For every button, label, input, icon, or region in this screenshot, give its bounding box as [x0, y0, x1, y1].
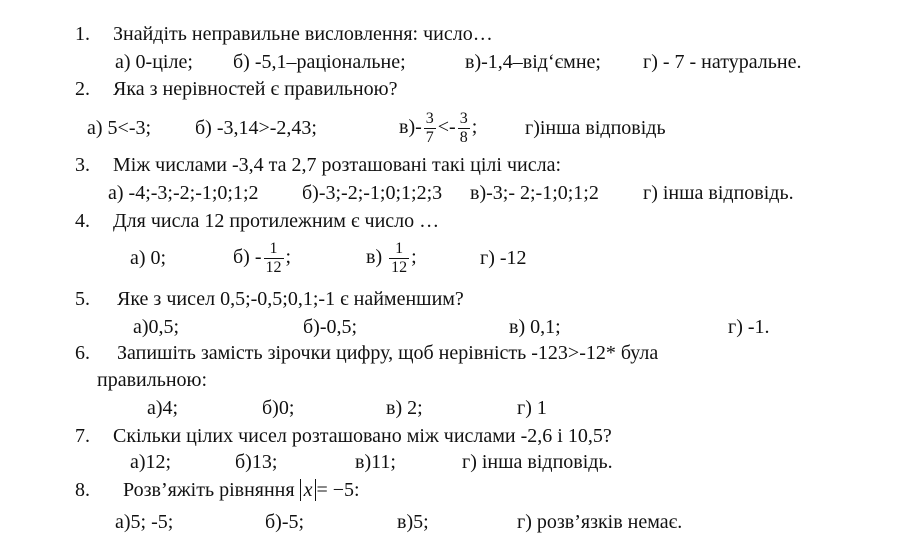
q1-option-b: б) -5,1–раціональне;: [233, 51, 406, 73]
q3-option-b: б)-3;-2;-1;0;1;2;3: [302, 182, 443, 204]
q1-option-a: а) 0-ціле;: [115, 51, 193, 73]
q2-c-numerator-1: 3: [425, 109, 434, 127]
q4-option-a: а) 0;: [130, 247, 167, 269]
q7-option-a: а)12;: [130, 451, 172, 473]
q4-c-fraction: [389, 240, 409, 277]
q1-number: 1.: [75, 23, 90, 45]
q1-option-d: г) - 7 - натуральне.: [643, 51, 802, 73]
q3-number: 3.: [75, 154, 90, 176]
q5-number: 5.: [75, 288, 90, 310]
q8-equation-rest: = −5:: [316, 479, 360, 501]
q2-number: 2.: [75, 78, 90, 100]
q7-text: Скільки цілих чисел розташовано між числами -2,6 і 10,5?: [113, 425, 612, 447]
q2-c-numerator-2: 3: [459, 109, 468, 127]
q2-c-fraction-2: [458, 110, 470, 147]
q6-option-a: а)4;: [147, 397, 179, 419]
q6-number: 6.: [75, 342, 90, 364]
q6-text-continued: правильною:: [97, 369, 208, 391]
q2-option-d: г)інша відповідь: [525, 117, 666, 139]
q4-c-numerator: 1: [389, 240, 409, 259]
q4-option-b: [233, 233, 291, 281]
q8-text-label: Розв’яжіть рівняння: [123, 479, 295, 501]
q4-b-numerator: 1: [264, 240, 284, 259]
q7-option-d: г) інша відповідь.: [462, 451, 613, 473]
q4-text: Для числа 12 протилежним є число …: [113, 210, 440, 232]
q6-option-d: г) 1: [517, 397, 547, 419]
q4-option-d: г) -12: [480, 247, 527, 269]
q7-option-c: в)11;: [355, 451, 396, 473]
q4-option-c: [366, 233, 417, 281]
q5-text: Яке з чисел 0,5;-0,5;0,1;-1 є найменшим?: [117, 288, 464, 310]
q8-text: [123, 478, 360, 502]
q1-option-c: в)-1,4–від‘ємне;: [465, 51, 601, 73]
q4-b-prefix: б) -: [233, 246, 262, 268]
q2-c-middle: <-: [437, 116, 456, 138]
q2-c-prefix: в)-: [399, 116, 422, 138]
q3-option-c: в)-3;- 2;-1;0;1;2: [470, 182, 599, 204]
q2-option-a: а) 5<-3;: [87, 117, 152, 139]
q2-c-fraction-1: [424, 110, 436, 147]
q5-option-c: в) 0,1;: [509, 316, 561, 338]
q8-option-c: в)5;: [397, 511, 429, 533]
q7-number: 7.: [75, 425, 90, 447]
q4-b-suffix: ;: [285, 246, 292, 268]
q6-option-c: в) 2;: [386, 397, 423, 419]
q4-c-suffix: ;: [411, 246, 417, 268]
q1-text: Знайдіть неправильне висловлення: число…: [113, 23, 493, 45]
q5-option-a: а)0,5;: [133, 316, 180, 338]
q2-option-c: [399, 103, 477, 151]
q3-option-a: а) -4;-3;-2;-1;0;1;2: [108, 182, 259, 204]
q2-option-b: б) -3,14>-2,43;: [195, 117, 317, 139]
q6-option-b: б)0;: [262, 397, 295, 419]
q2-text: Яка з нерівностей є правильною?: [113, 78, 398, 100]
q4-c-prefix: в): [366, 246, 383, 268]
q2-c-denominator-1: 7: [425, 128, 434, 146]
q4-c-denominator: 12: [391, 258, 408, 276]
q7-option-b: б)13;: [235, 451, 278, 473]
q8-option-d: г) розв’язків немає.: [517, 511, 683, 533]
q3-text: Між числами -3,4 та 2,7 розташовані такі цілі числа:: [113, 154, 561, 176]
q4-number: 4.: [75, 210, 90, 232]
q6-text: Запишіть замість зірочки цифру, щоб нерівність -123>-12* була: [117, 342, 659, 364]
q8-option-b: б)-5;: [265, 511, 305, 533]
q4-b-fraction: [264, 240, 284, 277]
q2-c-suffix: ;: [471, 116, 478, 138]
q8-option-a: а)5; -5;: [115, 511, 174, 533]
q4-b-denominator: 12: [265, 258, 282, 276]
q5-option-d: г) -1.: [728, 316, 770, 338]
q5-option-b: б)-0,5;: [303, 316, 358, 338]
q8-equation-abs-x: x: [300, 479, 317, 501]
q3-option-d: г) інша відповідь.: [643, 182, 794, 204]
q8-number: 8.: [75, 479, 90, 501]
q2-c-denominator-2: 8: [459, 128, 468, 146]
